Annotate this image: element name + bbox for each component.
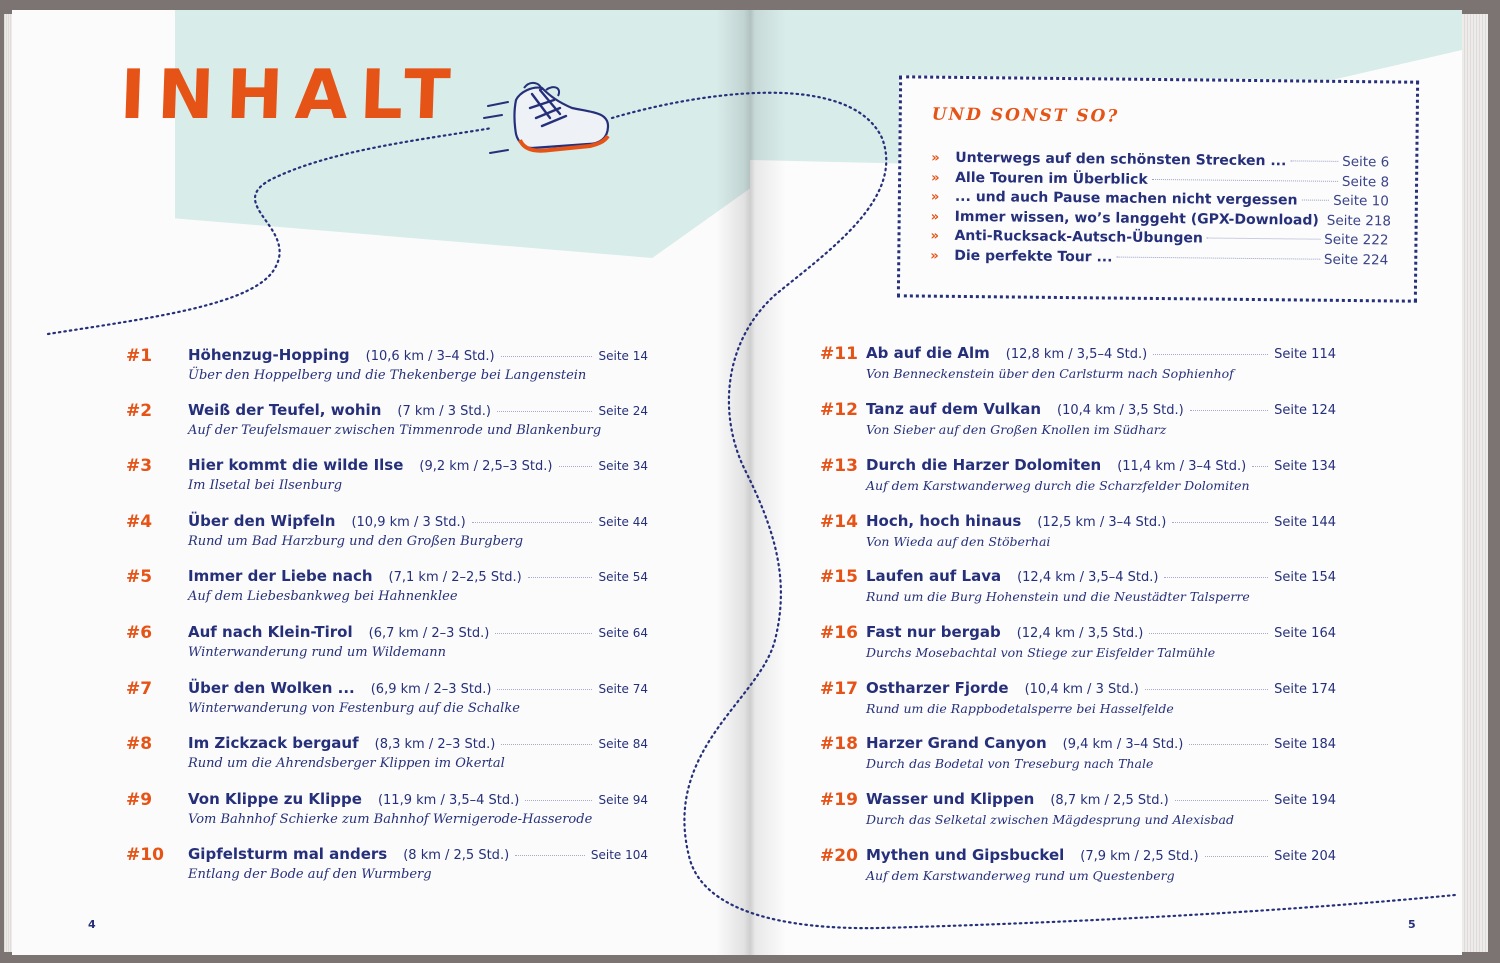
toc-entry: [126, 567, 656, 611]
dot-leader: [1175, 800, 1268, 801]
tour-details: (6,9 km / 2–3 Std.): [370, 682, 492, 697]
dot-leader: [1116, 257, 1320, 260]
extras-box: [897, 75, 1419, 302]
tour-subtitle: Auf dem Liebesbankweg bei Hahnenklee: [188, 589, 458, 604]
double-chevron-icon: »: [930, 248, 939, 264]
tour-title: Von Klippe zu Klippe: [188, 790, 362, 808]
tour-number: #11: [820, 344, 858, 364]
dot-leader: [1252, 466, 1268, 467]
tour-page: Seite 164: [1274, 626, 1336, 641]
tour-title: Im Zickzack bergauf: [188, 734, 359, 752]
tour-title: Ab auf die Alm: [866, 344, 990, 362]
toc-entry: [820, 734, 1340, 778]
tour-details: (7,1 km / 2–2,5 Std.): [388, 570, 522, 585]
dot-leader: [472, 522, 593, 523]
tour-title: Hoch, hoch hinaus: [866, 512, 1022, 530]
extras-item: » ... und auch Pause machen nicht vergessen Seite 10: [930, 189, 1389, 210]
tour-number: #14: [820, 512, 858, 532]
dot-leader: [1290, 160, 1338, 162]
tour-page: Seite 44: [598, 515, 648, 529]
tour-page: Seite 54: [598, 570, 648, 584]
tour-number: #7: [126, 679, 153, 699]
dot-leader: [515, 855, 585, 856]
toc-entry: [126, 790, 656, 834]
dot-leader: [1205, 856, 1269, 857]
tour-page: Seite 94: [598, 793, 648, 807]
extras-item: » Immer wissen, wo’s langgeht (GPX-Download) Seite 218: [930, 208, 1392, 230]
double-chevron-icon: »: [930, 209, 940, 225]
page-number-left: 4: [88, 918, 96, 931]
tour-title: Immer der Liebe nach: [188, 567, 373, 585]
tour-page: Seite 114: [1274, 347, 1336, 362]
tour-page: Seite 144: [1274, 515, 1336, 530]
tour-details: (8 km / 2,5 Std.): [403, 848, 510, 863]
tour-subtitle: Rund um die Ahrendsberger Klippen im Okertal: [188, 756, 505, 771]
extras-item: » Alle Touren im Überblick Seite 8: [931, 169, 1390, 191]
tour-subtitle: Von Benneckenstein über den Carlsturm nach Sophienhof: [866, 366, 1234, 381]
tour-subtitle: Durch das Bodetal von Treseburg nach Thale: [866, 756, 1154, 771]
tour-title: Gipfelsturm mal anders: [188, 845, 388, 863]
tour-details: (11,9 km / 3,5–4 Std.): [377, 793, 520, 808]
tour-page: Seite 24: [598, 404, 648, 418]
tour-page: Seite 194: [1274, 793, 1336, 808]
tour-page: Seite 34: [598, 459, 648, 473]
toc-entry: [126, 456, 656, 500]
dot-leader: [1149, 633, 1268, 634]
page-number-right: 5: [1408, 918, 1416, 931]
tour-page: Seite 184: [1274, 737, 1336, 752]
tour-subtitle: Entlang der Bode auf den Wurmberg: [188, 867, 432, 882]
tour-details: (6,7 km / 2–3 Std.): [368, 626, 490, 641]
tour-page: Seite 84: [598, 737, 648, 751]
extras-item: » Anti-Rucksack-Autsch-Übungen Seite 222: [930, 228, 1389, 249]
tour-number: #3: [126, 456, 153, 476]
tour-details: (12,4 km / 3,5 Std.): [1016, 626, 1144, 641]
tour-number: #17: [820, 679, 858, 699]
tour-number: #20: [820, 846, 858, 866]
dot-leader: [1145, 689, 1268, 690]
dot-leader: [501, 356, 593, 357]
dot-leader: [497, 411, 593, 412]
tour-subtitle: Auf dem Karstwanderweg durch die Scharzfelder Dolomiten: [866, 478, 1250, 493]
toc-entry: [820, 344, 1340, 388]
double-chevron-icon: »: [930, 228, 939, 245]
tour-details: (10,4 km / 3,5 Std.): [1057, 403, 1184, 418]
dot-leader: [1172, 522, 1268, 523]
tour-details: (9,4 km / 3–4 Std.): [1062, 737, 1184, 752]
toc-entry: [820, 679, 1340, 723]
tour-number: #9: [126, 790, 153, 810]
page-title: INHALT: [118, 56, 464, 135]
tour-number: #13: [820, 456, 858, 476]
tour-title: Höhenzug-Hopping: [188, 346, 350, 364]
tour-subtitle: Durchs Mosebachtal von Stiege zur Eisfelder Talmühle: [866, 645, 1216, 660]
tour-number: #10: [126, 845, 164, 865]
dot-leader: [1153, 354, 1268, 355]
tour-page: Seite 204: [1274, 849, 1336, 864]
tour-subtitle: Winterwanderung von Festenburg auf die Schalke: [188, 701, 520, 716]
tour-number: #15: [820, 567, 858, 587]
extras-item: » Unterwegs auf den schönsten Strecken ... Seite 6: [931, 149, 1390, 171]
tour-title: Über den Wolken ...: [188, 679, 355, 697]
tour-subtitle: Durch das Selketal zwischen Mägdesprung und Alexisbad: [866, 812, 1234, 827]
tour-details: (7 km / 3 Std.): [397, 404, 491, 419]
toc-entry: [820, 846, 1340, 890]
extras-item: » Die perfekte Tour ... Seite 224: [930, 247, 1389, 269]
dot-leader: [495, 633, 592, 634]
tour-title: Harzer Grand Canyon: [866, 734, 1047, 752]
toc-entry: [820, 567, 1340, 611]
toc-entry: [820, 623, 1340, 667]
tour-page: Seite 104: [590, 848, 648, 862]
tour-number: #16: [820, 623, 858, 643]
tour-details: (9,2 km / 2,5–3 Std.): [419, 459, 553, 474]
tour-title: Hier kommt die wilde Ilse: [188, 456, 404, 474]
tour-title: Tanz auf dem Vulkan: [866, 400, 1042, 418]
dot-leader: [1189, 744, 1268, 745]
toc-entry: [126, 845, 656, 889]
tour-subtitle: Über den Hoppelberg und die Thekenberge bei Langenstein: [188, 368, 587, 383]
tour-details: (10,4 km / 3 Std.): [1024, 682, 1139, 697]
toc-entry: [820, 456, 1340, 500]
tour-page: Seite 74: [598, 682, 648, 696]
tour-details: (12,5 km / 3–4 Std.): [1037, 515, 1167, 530]
tour-number: #12: [820, 400, 858, 420]
tour-title: Mythen und Gipsbuckel: [866, 846, 1065, 864]
tour-page: Seite 14: [598, 349, 648, 363]
extras-heading: UND SONST SO?: [931, 104, 1120, 127]
dot-leader: [528, 577, 593, 578]
tour-number: #5: [126, 567, 153, 587]
tour-subtitle: Auf dem Karstwanderweg rund um Questenberg: [866, 868, 1175, 883]
dot-leader: [1190, 410, 1268, 411]
toc-entry: [126, 734, 656, 778]
tour-subtitle: Rund um Bad Harzburg und den Großen Burgberg: [188, 534, 524, 549]
tour-title: Laufen auf Lava: [866, 567, 1002, 585]
tour-details: (8,7 km / 2,5 Std.): [1050, 793, 1169, 808]
tour-details: (8,3 km / 2–3 Std.): [374, 737, 496, 752]
toc-entry: [126, 679, 656, 723]
tour-subtitle: Im Ilsetal bei Ilsenburg: [188, 478, 343, 493]
toc-entry: [126, 401, 656, 445]
tour-subtitle: Rund um die Rappbodetalsperre bei Hasselfelde: [866, 701, 1174, 716]
toc-entry: [126, 346, 656, 390]
tour-subtitle: Rund um die Burg Hohenstein und die Neustädter Talsperre: [866, 589, 1250, 604]
toc-entry: [820, 790, 1340, 834]
toc-entry: [126, 512, 656, 556]
toc-entry: [820, 512, 1340, 556]
tour-details: (12,8 km / 3,5–4 Std.): [1005, 347, 1148, 362]
tour-number: #4: [126, 512, 153, 532]
tour-subtitle: Von Sieber auf den Großen Knollen im Südharz: [866, 422, 1167, 437]
dot-leader: [1207, 238, 1320, 240]
tour-number: #2: [126, 401, 153, 421]
tour-details: (11,4 km / 3–4 Std.): [1117, 459, 1247, 474]
dot-leader: [1302, 200, 1330, 201]
toc-entry: [820, 400, 1340, 444]
tour-subtitle: Auf der Teufelsmauer zwischen Timmenrode und Blankenburg: [188, 423, 602, 438]
tour-page: Seite 134: [1274, 459, 1336, 474]
tour-details: (10,9 km / 3 Std.): [351, 515, 466, 530]
tour-details: (12,4 km / 3,5–4 Std.): [1017, 570, 1159, 585]
tour-page: Seite 154: [1274, 570, 1336, 585]
double-chevron-icon: »: [930, 189, 940, 205]
dot-leader: [501, 744, 592, 745]
tour-page: Seite 174: [1274, 682, 1336, 697]
tour-title: Fast nur bergab: [866, 623, 1001, 641]
tour-title: Über den Wipfeln: [188, 512, 336, 530]
tour-details: (7,9 km / 2,5 Std.): [1080, 849, 1199, 864]
tour-title: Weiß der Teufel, wohin: [188, 401, 382, 419]
tour-title: Durch die Harzer Dolomiten: [866, 456, 1102, 474]
dot-leader: [559, 466, 593, 467]
tour-title: Ostharzer Fjorde: [866, 679, 1009, 697]
tour-number: #8: [126, 734, 153, 754]
double-chevron-icon: »: [931, 150, 940, 166]
tour-number: #18: [820, 734, 858, 754]
dot-leader: [525, 800, 592, 801]
tour-number: #6: [126, 623, 153, 643]
hiking-boot-icon: [480, 78, 620, 163]
tour-number: #19: [820, 790, 858, 810]
toc-entry: [126, 623, 656, 667]
extras-list: [930, 149, 1392, 272]
tour-title: Auf nach Klein-Tirol: [188, 623, 353, 641]
dot-leader: [1152, 179, 1338, 182]
tour-page: Seite 124: [1274, 403, 1336, 418]
tour-details: (10,6 km / 3–4 Std.): [365, 349, 495, 364]
tour-subtitle: Winterwanderung rund um Wildemann: [188, 645, 447, 660]
double-chevron-icon: »: [931, 170, 940, 186]
tour-title: Wasser und Klippen: [866, 790, 1035, 808]
dot-leader: [497, 689, 592, 690]
tour-subtitle: Vom Bahnhof Schierke zum Bahnhof Wernigerode-Hasserode: [188, 812, 593, 827]
tour-page: Seite 64: [598, 626, 648, 640]
tour-subtitle: Von Wieda auf den Stöberhai: [866, 534, 1051, 549]
tour-number: #1: [126, 346, 153, 366]
dot-leader: [1164, 577, 1268, 578]
